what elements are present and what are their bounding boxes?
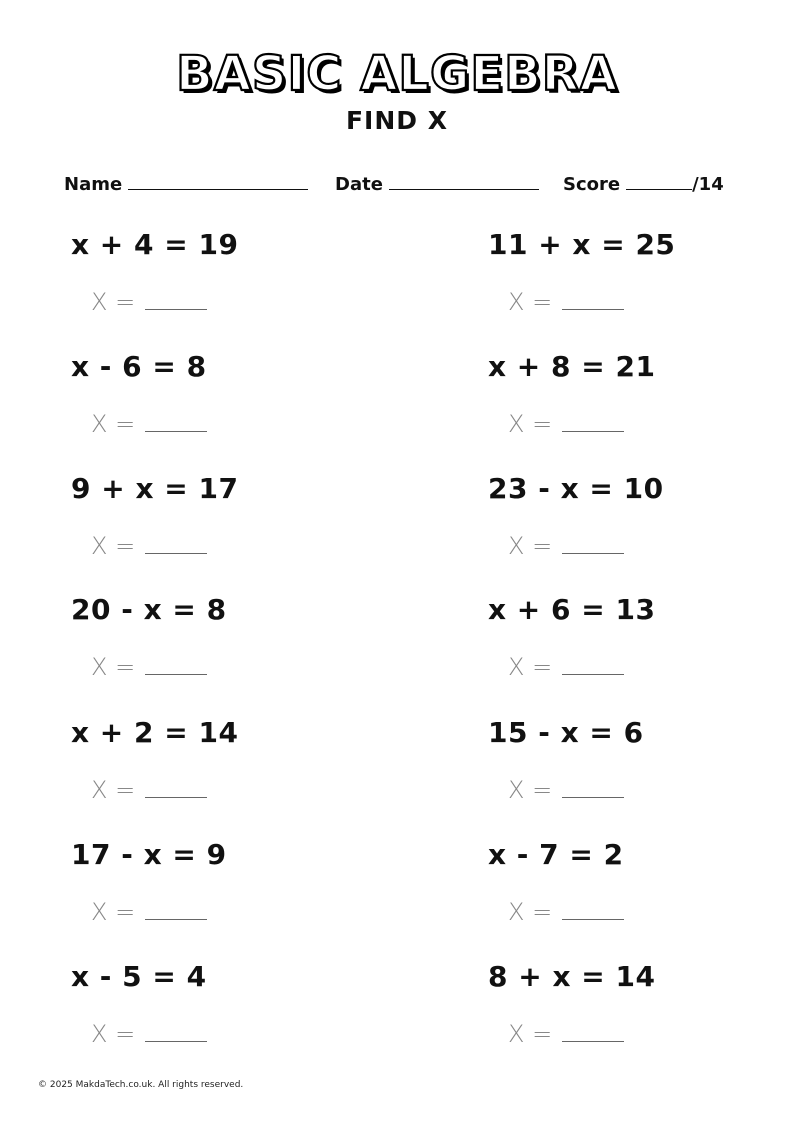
answer-label: X = <box>91 288 136 316</box>
answer-blank[interactable] <box>562 779 624 798</box>
answer-blank[interactable] <box>145 291 207 310</box>
problem-right-4: x + 6 = 13 <box>488 593 656 626</box>
answer-blank[interactable] <box>145 413 207 432</box>
score-field[interactable] <box>563 174 724 195</box>
problem-left-2: x - 6 = 8 <box>71 350 207 383</box>
answer-label: X = <box>508 653 553 681</box>
copyright-footer: © 2025 MakdaTech.co.uk. All rights reserved. <box>38 1080 244 1090</box>
name-label: Name <box>64 174 123 195</box>
answer-blank[interactable] <box>145 535 207 554</box>
problem-right-1: 11 + x = 25 <box>488 228 676 261</box>
answer-label: X = <box>91 653 136 681</box>
page-subtitle: FIND X <box>345 106 449 135</box>
page-title: BASIC ALGEBRA <box>176 46 618 102</box>
answer-label: X = <box>91 776 136 804</box>
answer-blank[interactable] <box>145 779 207 798</box>
answer-left-6[interactable] <box>91 898 207 926</box>
problem-left-5: x + 2 = 14 <box>71 716 239 749</box>
answer-label: X = <box>91 532 136 560</box>
answer-blank[interactable] <box>562 1023 624 1042</box>
answer-right-1[interactable] <box>508 288 624 316</box>
answer-right-5[interactable] <box>508 776 624 804</box>
answer-right-4[interactable] <box>508 653 624 681</box>
answer-label: X = <box>508 898 553 926</box>
answer-left-7[interactable] <box>91 1020 207 1048</box>
answer-left-1[interactable] <box>91 288 207 316</box>
answer-blank[interactable] <box>562 535 624 554</box>
answer-left-3[interactable] <box>91 532 207 560</box>
problem-left-7: x - 5 = 4 <box>71 960 207 993</box>
answer-blank[interactable] <box>145 901 207 920</box>
answer-label: X = <box>91 410 136 438</box>
score-line <box>626 175 692 190</box>
answer-label: X = <box>91 898 136 926</box>
score-total: /14 <box>692 174 724 195</box>
name-line <box>128 175 308 190</box>
answer-right-6[interactable] <box>508 898 624 926</box>
answer-blank[interactable] <box>562 291 624 310</box>
date-field[interactable] <box>335 174 539 195</box>
answer-label: X = <box>508 288 553 316</box>
answer-label: X = <box>508 1020 553 1048</box>
answer-label: X = <box>508 776 553 804</box>
problem-right-3: 23 - x = 10 <box>488 472 664 505</box>
answer-right-7[interactable] <box>508 1020 624 1048</box>
problem-right-7: 8 + x = 14 <box>488 960 656 993</box>
problem-right-5: 15 - x = 6 <box>488 716 644 749</box>
answer-left-2[interactable] <box>91 410 207 438</box>
answer-label: X = <box>508 532 553 560</box>
answer-label: X = <box>508 410 553 438</box>
answer-blank[interactable] <box>145 1023 207 1042</box>
answer-label: X = <box>91 1020 136 1048</box>
problem-left-4: 20 - x = 8 <box>71 593 227 626</box>
answer-right-3[interactable] <box>508 532 624 560</box>
date-label: Date <box>335 174 383 195</box>
answer-blank[interactable] <box>562 656 624 675</box>
answer-blank[interactable] <box>562 901 624 920</box>
answer-blank[interactable] <box>145 656 207 675</box>
problem-right-6: x - 7 = 2 <box>488 838 624 871</box>
name-field[interactable] <box>64 174 308 195</box>
score-label: Score <box>563 174 621 195</box>
problem-left-1: x + 4 = 19 <box>71 228 239 261</box>
problem-left-6: 17 - x = 9 <box>71 838 227 871</box>
date-line <box>389 175 539 190</box>
problem-right-2: x + 8 = 21 <box>488 350 656 383</box>
answer-left-4[interactable] <box>91 653 207 681</box>
answer-right-2[interactable] <box>508 410 624 438</box>
answer-left-5[interactable] <box>91 776 207 804</box>
answer-blank[interactable] <box>562 413 624 432</box>
problem-left-3: 9 + x = 17 <box>71 472 239 505</box>
